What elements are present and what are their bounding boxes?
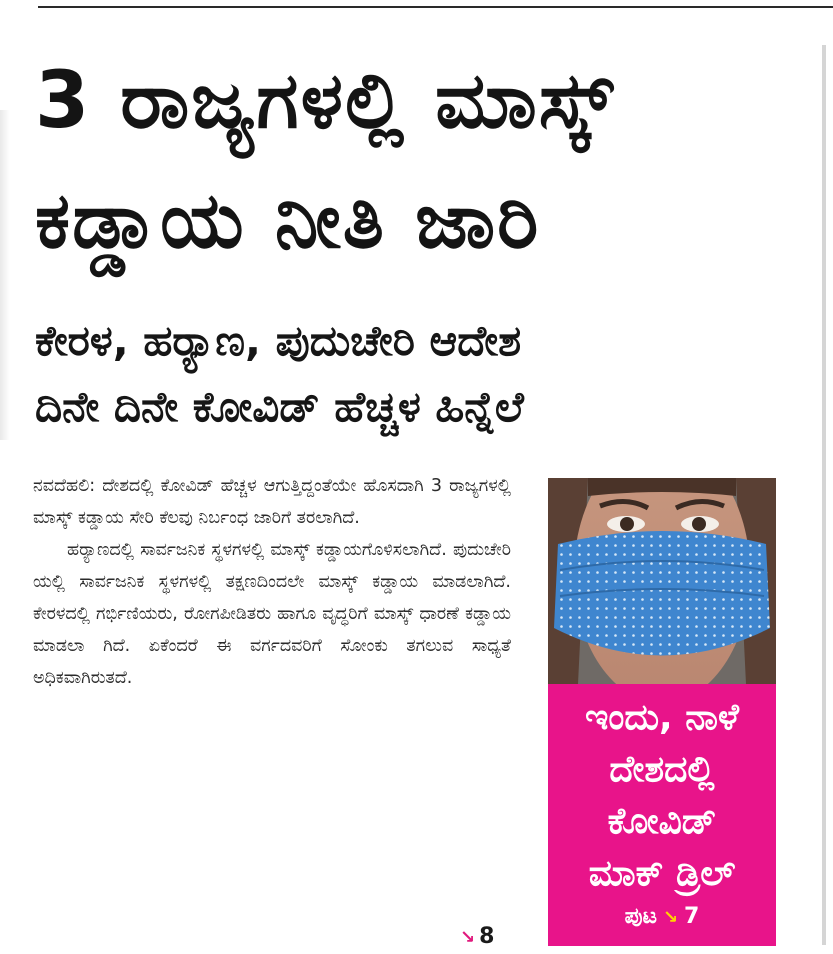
masked-woman-photo — [548, 478, 776, 684]
headline-line-1: 3 ರಾಜ್ಯಗಳಲ್ಲಿ ಮಾಸ್ಕ್ — [35, 56, 615, 146]
promo-line-3: ಕೋವಿಡ್ — [607, 801, 717, 842]
article-paragraph-1: ನವದೆಹಲಿ: ದೇಶದಲ್ಲಿ ಕೋವಿಡ್ ಹೆಚ್ಚಳ ಆಗುತ್ತಿದ್ದಂತೆಯೇ ಹೊಸದಾಗಿ 3 ರಾಜ್ಯಗಳಲ್ಲಿ ಮಾಸ್ಕ್ ಕಡ್ಡಾಯ ಸೇರಿ ಕೆಲವು ನಿರ್ಬಂಧ ಜಾರಿಗೆ ತರಲಾಗಿದೆ. — [33, 476, 511, 528]
promo-page-reference — [548, 906, 776, 928]
jump-page-number: 8 — [479, 924, 495, 949]
mock-drill-promo-box[interactable] — [548, 684, 776, 946]
column-divider — [822, 45, 826, 945]
promo-line-2: ದೇಶದಲ್ಲಿ — [609, 749, 715, 790]
article-body — [33, 470, 511, 694]
arrow-down-right-icon: ↘ — [460, 927, 476, 948]
promo-page-number: 7 — [684, 904, 700, 929]
headline-line-2: ಕಡ್ಡಾಯ ನೀತಿ ಜಾರಿ — [35, 176, 541, 266]
page-fold-shadow — [0, 110, 10, 440]
promo-line-1: ಇಂದು, ನಾಳೆ — [585, 697, 739, 738]
photo-illustration — [548, 478, 776, 684]
promo-line-4: ಮಾಕ್ ಡ್ರಿಲ್ — [588, 853, 736, 894]
subheadline-line-2: ದಿನೇ ದಿನೇ ಕೋವಿಡ್ ಹೆಚ್ಚಳ ಹಿನ್ನೆಲೆ — [35, 382, 524, 431]
article-paragraph-2: ಹರ‍್ಯಾಣದಲ್ಲಿ ಸಾರ್ವಜನಿಕ ಸ್ಥಳಗಳಲ್ಲಿ ಮಾಸ್ಕ್ ಕಡ್ಡಾಯಗೊಳಿಸಲಾಗಿದೆ. ಪುದುಚೇರಿ ಯಲ್ಲಿ ಸಾರ್ವಜನಿಕ ಸ್ಥಳಗಳಲ್ಲಿ ತಕ್ಷಣದಿಂದಲೇ ಮಾಸ್ಕ್ ಕಡ್ಡಾಯ ಮಾಡಲಾಗಿದೆ. ಕೇರಳದಲ್ಲಿ ಗರ್ಭಿಣಿಯರು, ರೋಗಪೀಡಿತರು ಹಾಗೂ ವೃದ್ಧರಿಗೆ ಮಾಸ್ಕ್ ಧಾರಣೆ ಕಡ್ಡಾಯ ಮಾಡಲಾ ಗಿದೆ. ಏಕೆಂದರೆ ಈ ವರ್ಗದವರಿಗೆ ಸೋಂಕು ತಗಲುವ ಸಾಧ್ಯತೆ ಅಧಿಕವಾಗಿರುತದೆ. — [33, 540, 511, 688]
promo-page-label: ಪುಟ — [624, 904, 657, 929]
arrow-down-right-icon: ↘ — [662, 907, 679, 928]
subheadline-line-1: ಕೇರಳ, ಹರ‍್ಯಾಣ, ಪುದುಚೇರಿ ಆದೇಶ — [35, 316, 522, 365]
continued-on-page[interactable] — [460, 926, 494, 948]
top-rule — [38, 6, 833, 8]
